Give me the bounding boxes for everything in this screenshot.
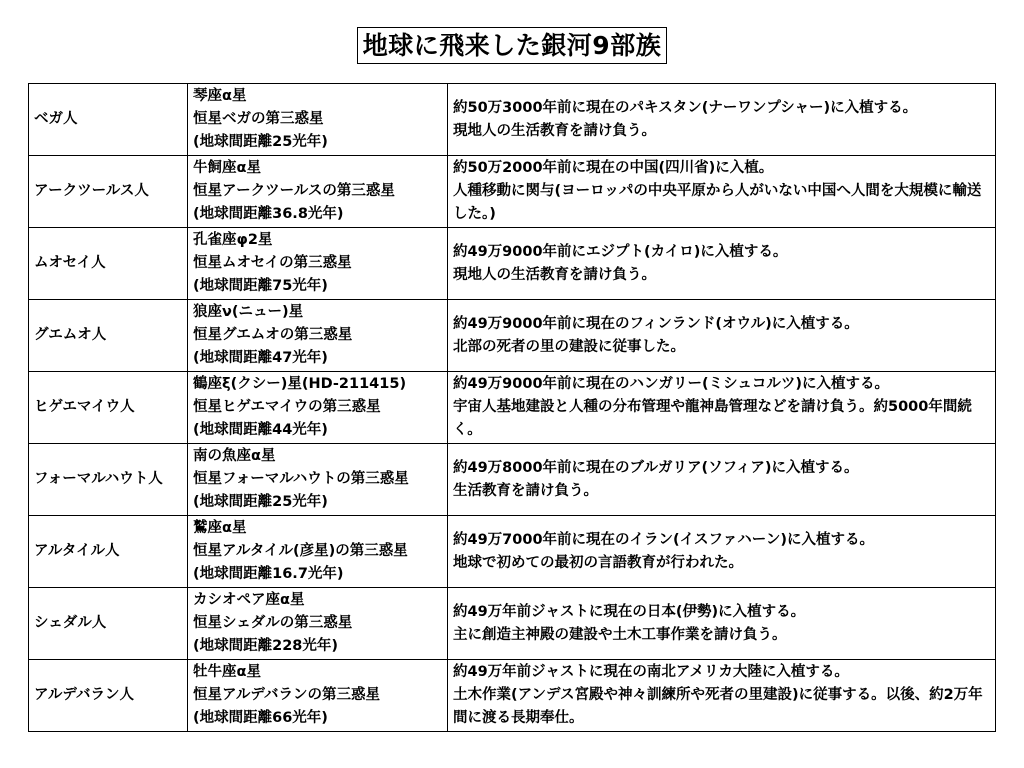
- description-line: 現地人の生活教育を請け負う。: [453, 122, 656, 139]
- star-info-line: (地球間距離36.8光年): [193, 206, 344, 222]
- tribe-name-cell: グエムオ人: [29, 300, 188, 372]
- tribe-name-cell: ベガ人: [29, 84, 188, 156]
- star-info-line: 恒星フォーマルハウトの第三惑星: [193, 471, 409, 487]
- star-info-cell: [188, 228, 448, 300]
- description-line: 約49万9000年前にエジプト(カイロ)に入植する。: [453, 243, 788, 260]
- description-line: 北部の死者の里の建設に従事した。: [453, 338, 685, 355]
- table-row: [29, 84, 996, 156]
- settlement-description-cell: [448, 372, 996, 444]
- star-info-line: 恒星ヒゲエマイウの第三惑星: [193, 399, 381, 415]
- description-line: 約49万7000年前に現在のイラン(イスファハーン)に入植する。: [453, 531, 875, 548]
- star-info-line: 鶴座ξ(クシー)星(HD-211415): [193, 376, 407, 392]
- star-info-line: (地球間距離44光年): [193, 422, 328, 438]
- star-info-line: 恒星アークツールスの第三惑星: [193, 183, 395, 199]
- star-info-cell: [188, 444, 448, 516]
- tribes-table-body: [29, 84, 996, 732]
- star-info-line: 恒星シェダルの第三惑星: [193, 615, 353, 631]
- description-line: 地球で初めての最初の言語教育が行われた。: [453, 554, 743, 571]
- star-info-cell: [188, 372, 448, 444]
- description-line: 生活教育を請け負う。: [453, 482, 598, 499]
- star-info-line: 南の魚座α星: [193, 448, 276, 464]
- star-info-cell: [188, 156, 448, 228]
- table-row: [29, 516, 996, 588]
- settlement-description-cell: [448, 228, 996, 300]
- star-info-line: (地球間距離66光年): [193, 710, 328, 726]
- star-info-line: 恒星グエムオの第三惑星: [193, 327, 353, 343]
- star-info-cell: [188, 300, 448, 372]
- table-row: [29, 444, 996, 516]
- tribes-table: [28, 83, 996, 732]
- star-info-line: (地球間距離47光年): [193, 350, 328, 366]
- description-line: 土木作業(アンデス宮殿や神々訓練所や死者の里建設)に従事する。以後、約2万年間に渡る長期奉仕。: [453, 687, 983, 726]
- settlement-description-cell: [448, 84, 996, 156]
- star-info-line: 牛飼座α星: [193, 160, 261, 176]
- star-info-line: 恒星アルタイル(彦星)の第三惑星: [193, 543, 408, 559]
- settlement-description-cell: [448, 660, 996, 732]
- tribe-name-cell: ヒゲエマイウ人: [29, 372, 188, 444]
- tribe-name-cell: アルタイル人: [29, 516, 188, 588]
- star-info-cell: [188, 84, 448, 156]
- description-line: 約49万9000年前に現在のハンガリー(ミシュコルツ)に入植する。: [453, 376, 889, 392]
- star-info-line: (地球間距離228光年): [193, 638, 339, 654]
- title-wrapper: [0, 27, 1024, 64]
- description-line: 現地人の生活教育を請け負う。: [453, 266, 656, 283]
- star-info-line: カシオペア座α星: [193, 592, 305, 608]
- star-info-line: (地球間距離16.7光年): [193, 566, 344, 582]
- star-info-line: 孔雀座φ2星: [193, 232, 273, 248]
- table-row: [29, 660, 996, 732]
- settlement-description-cell: [448, 588, 996, 660]
- star-info-line: 牡牛座α星: [193, 664, 261, 680]
- star-info-line: (地球間距離25光年): [193, 494, 328, 510]
- settlement-description-cell: [448, 300, 996, 372]
- description-line: 約49万年前ジャストに現在の日本(伊勢)に入植する。: [453, 603, 806, 620]
- description-line: 約49万9000年前に現在のフィンランド(オウル)に入植する。: [453, 315, 859, 332]
- star-info-cell: [188, 588, 448, 660]
- star-info-cell: [188, 516, 448, 588]
- settlement-description-cell: [448, 516, 996, 588]
- description-line: 約50万3000年前に現在のパキスタン(ナーワンプシャー)に入植する。: [453, 99, 918, 116]
- table-row: [29, 588, 996, 660]
- description-line: 主に創造主神殿の建設や土木工事作業を請け負う。: [453, 626, 787, 643]
- settlement-description-cell: [448, 156, 996, 228]
- star-info-line: 恒星ベガの第三惑星: [193, 111, 324, 127]
- star-info-line: (地球間距離25光年): [193, 134, 328, 150]
- description-line: 約49万年前ジャストに現在の南北アメリカ大陸に入植する。: [453, 664, 849, 680]
- tribe-name-cell: アルデバラン人: [29, 660, 188, 732]
- table-row: [29, 300, 996, 372]
- table-row: [29, 372, 996, 444]
- star-info-cell: [188, 660, 448, 732]
- table-row: [29, 228, 996, 300]
- table-row: [29, 156, 996, 228]
- page-title: 地球に飛来した銀河9部族: [357, 27, 667, 64]
- settlement-description-cell: [448, 444, 996, 516]
- tribe-name-cell: ムオセイ人: [29, 228, 188, 300]
- description-line: 約49万8000年前に現在のブルガリア(ソフィア)に入植する。: [453, 459, 859, 476]
- description-line: 人種移動に関与(ヨーロッパの中央平原から人がいない中国へ人間を大規模に輸送した。): [453, 183, 982, 222]
- star-info-line: 恒星ムオセイの第三惑星: [193, 255, 352, 271]
- star-info-line: 恒星アルデバランの第三惑星: [193, 687, 381, 703]
- star-info-line: 狼座ν(ニュー)星: [193, 304, 304, 320]
- description-line: 約50万2000年前に現在の中国(四川省)に入植。: [453, 160, 774, 176]
- star-info-line: 琴座α星: [193, 88, 247, 104]
- description-line: 宇宙人基地建設と人種の分布管理や龍神島管理などを請け負う。約5000年間続く。: [453, 399, 972, 438]
- star-info-line: (地球間距離75光年): [193, 278, 328, 294]
- tribe-name-cell: アークツールス人: [29, 156, 188, 228]
- star-info-line: 鷲座α星: [193, 520, 247, 536]
- tribe-name-cell: シェダル人: [29, 588, 188, 660]
- tribe-name-cell: フォーマルハウト人: [29, 444, 188, 516]
